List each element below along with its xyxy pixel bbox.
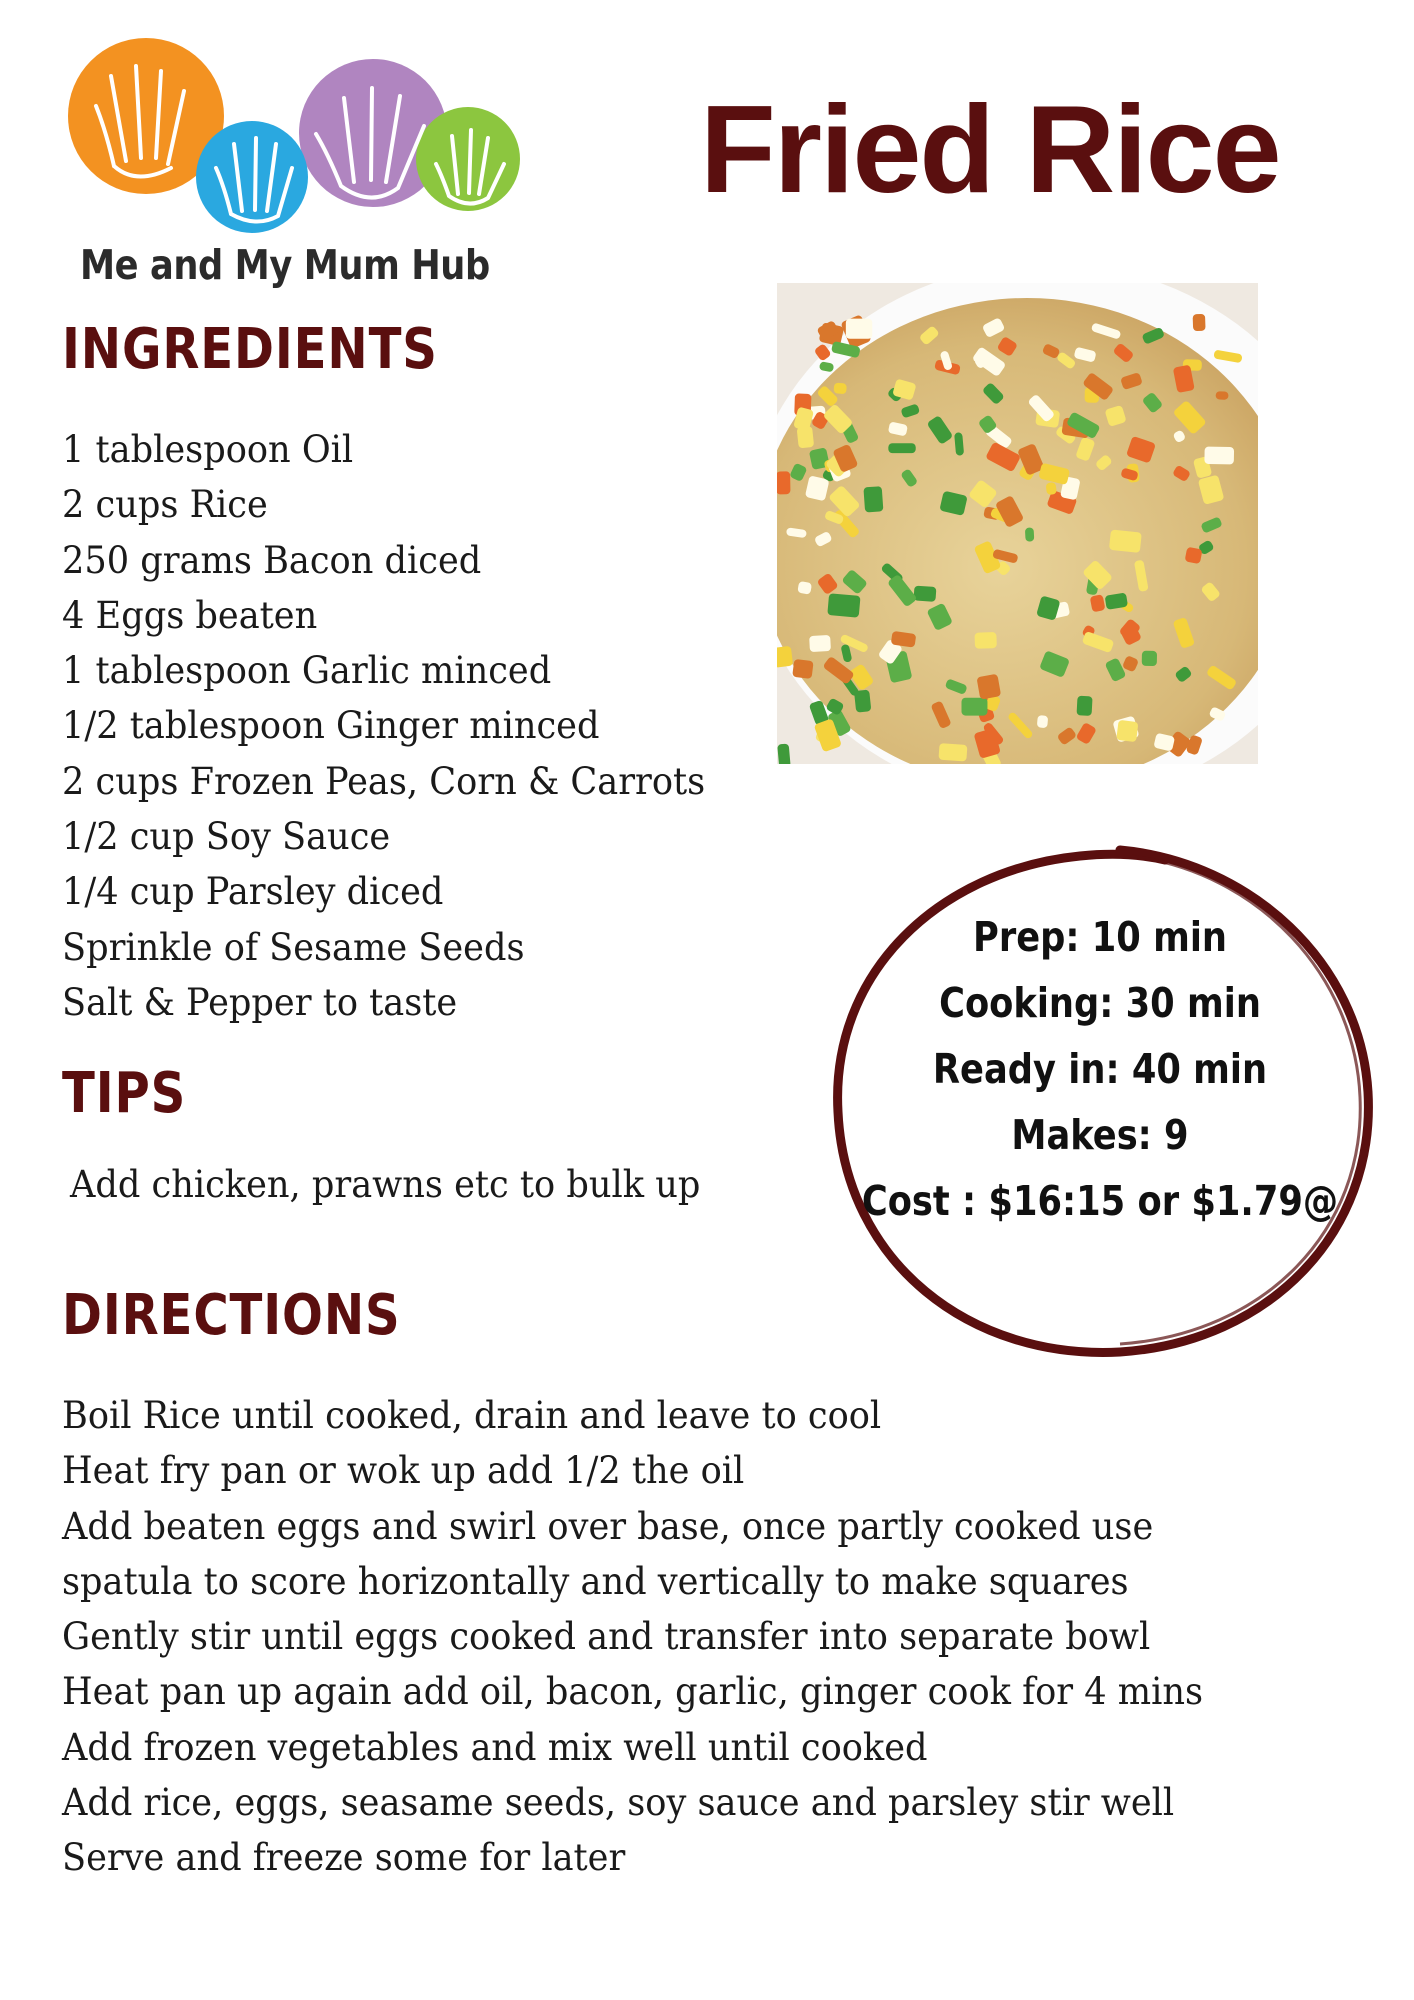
recipe-info	[820, 904, 1380, 1234]
ingredient-item: 2 cups Rice	[62, 483, 268, 527]
rice-speck	[1204, 447, 1234, 465]
directions-heading: DIRECTIONS	[62, 1283, 401, 1348]
ingredient-item: 1/2 tablespoon Ginger minced	[62, 704, 600, 748]
ingredients-list	[62, 422, 739, 1030]
rice-speck	[833, 383, 846, 395]
direction-step: Heat pan up again add oil, bacon, garlic, ginger cook for 4 mins	[62, 1670, 1204, 1714]
rice-speck	[938, 743, 967, 762]
recipe-title: Fried Rice	[700, 81, 1280, 219]
rice-speck	[777, 471, 790, 494]
cost: Cost : $16:15 or $1.79@	[861, 1177, 1339, 1225]
direction-step: spatula to score horizontally and vertically to make squares	[62, 1559, 1129, 1603]
fried-rice-bowl-image	[777, 283, 1258, 764]
rice-speck	[1077, 696, 1093, 716]
ingredients-heading: INGREDIENTS	[62, 317, 438, 382]
fried-rice-photo	[777, 283, 1258, 764]
rice-speck	[1025, 527, 1034, 541]
tips-heading: TIPS	[62, 1061, 187, 1126]
directions-list	[62, 1388, 1263, 1886]
ingredient-item: 4 Eggs beaten	[62, 593, 318, 637]
rice-speck	[888, 443, 915, 453]
rice-speck	[913, 586, 936, 602]
rice-speck	[1037, 715, 1048, 728]
rice-speck	[854, 690, 871, 713]
brand-name: Me and My Mum Hub	[80, 241, 490, 289]
direction-step: Serve and freeze some for later	[62, 1836, 626, 1880]
direction-step: Gently stir until eggs cooked and transfer into separate bowl	[62, 1615, 1151, 1659]
rice-speck	[1216, 391, 1229, 400]
rice-speck	[792, 659, 813, 679]
rice-speck	[777, 744, 790, 764]
brand-logo	[66, 36, 526, 296]
rice-speck	[1142, 651, 1157, 666]
rice-speck	[961, 698, 987, 716]
hands-logo-icon	[66, 36, 526, 236]
rice-speck	[827, 593, 860, 617]
rice-speck	[1109, 529, 1142, 552]
rice-speck	[976, 674, 1001, 700]
direction-step: Add frozen vegetables and mix well until cooked	[62, 1725, 928, 1769]
direction-step: Heat fry pan or wok up add 1/2 the oil	[62, 1449, 745, 1493]
ingredient-item: 1/4 cup Parsley diced	[62, 870, 444, 914]
rice-speck	[1193, 314, 1206, 331]
rice-speck	[1116, 720, 1138, 742]
ingredient-item: 1/2 cup Soy Sauce	[62, 815, 391, 859]
rice-speck	[863, 486, 883, 512]
rice-speck	[974, 632, 996, 649]
rice-speck	[777, 646, 793, 668]
ready-time: Ready in: 40 min	[932, 1045, 1268, 1093]
tip-item: Add chicken, prawns etc to bulk up	[70, 1163, 701, 1206]
direction-step: Boil Rice until cooked, drain and leave to cool	[62, 1394, 882, 1437]
servings: Makes: 9	[1011, 1111, 1189, 1159]
direction-step: Add rice, eggs, seasame seeds, soy sauce and parsley stir well	[62, 1781, 1175, 1825]
ingredient-item: 1 tablespoon Garlic minced	[62, 649, 552, 693]
ingredient-item: 2 cups Frozen Peas, Corn & Carrots	[62, 759, 706, 803]
ingredient-item: 250 grams Bacon diced	[62, 538, 482, 582]
recipe-info-circle	[820, 842, 1380, 1362]
ingredient-item: 1 tablespoon Oil	[62, 428, 354, 471]
rice-speck	[846, 319, 872, 339]
prep-time: Prep: 10 min	[972, 913, 1228, 961]
cooking-time: Cooking: 30 min	[939, 979, 1261, 1027]
ingredient-item: Salt & Pepper to taste	[62, 980, 458, 1024]
tips-list	[70, 1157, 734, 1212]
direction-step: Add beaten eggs and swirl over base, once partly cooked use	[62, 1504, 1154, 1548]
rice-speck	[809, 635, 831, 652]
ingredient-item: Sprinkle of Sesame Seeds	[62, 925, 525, 969]
